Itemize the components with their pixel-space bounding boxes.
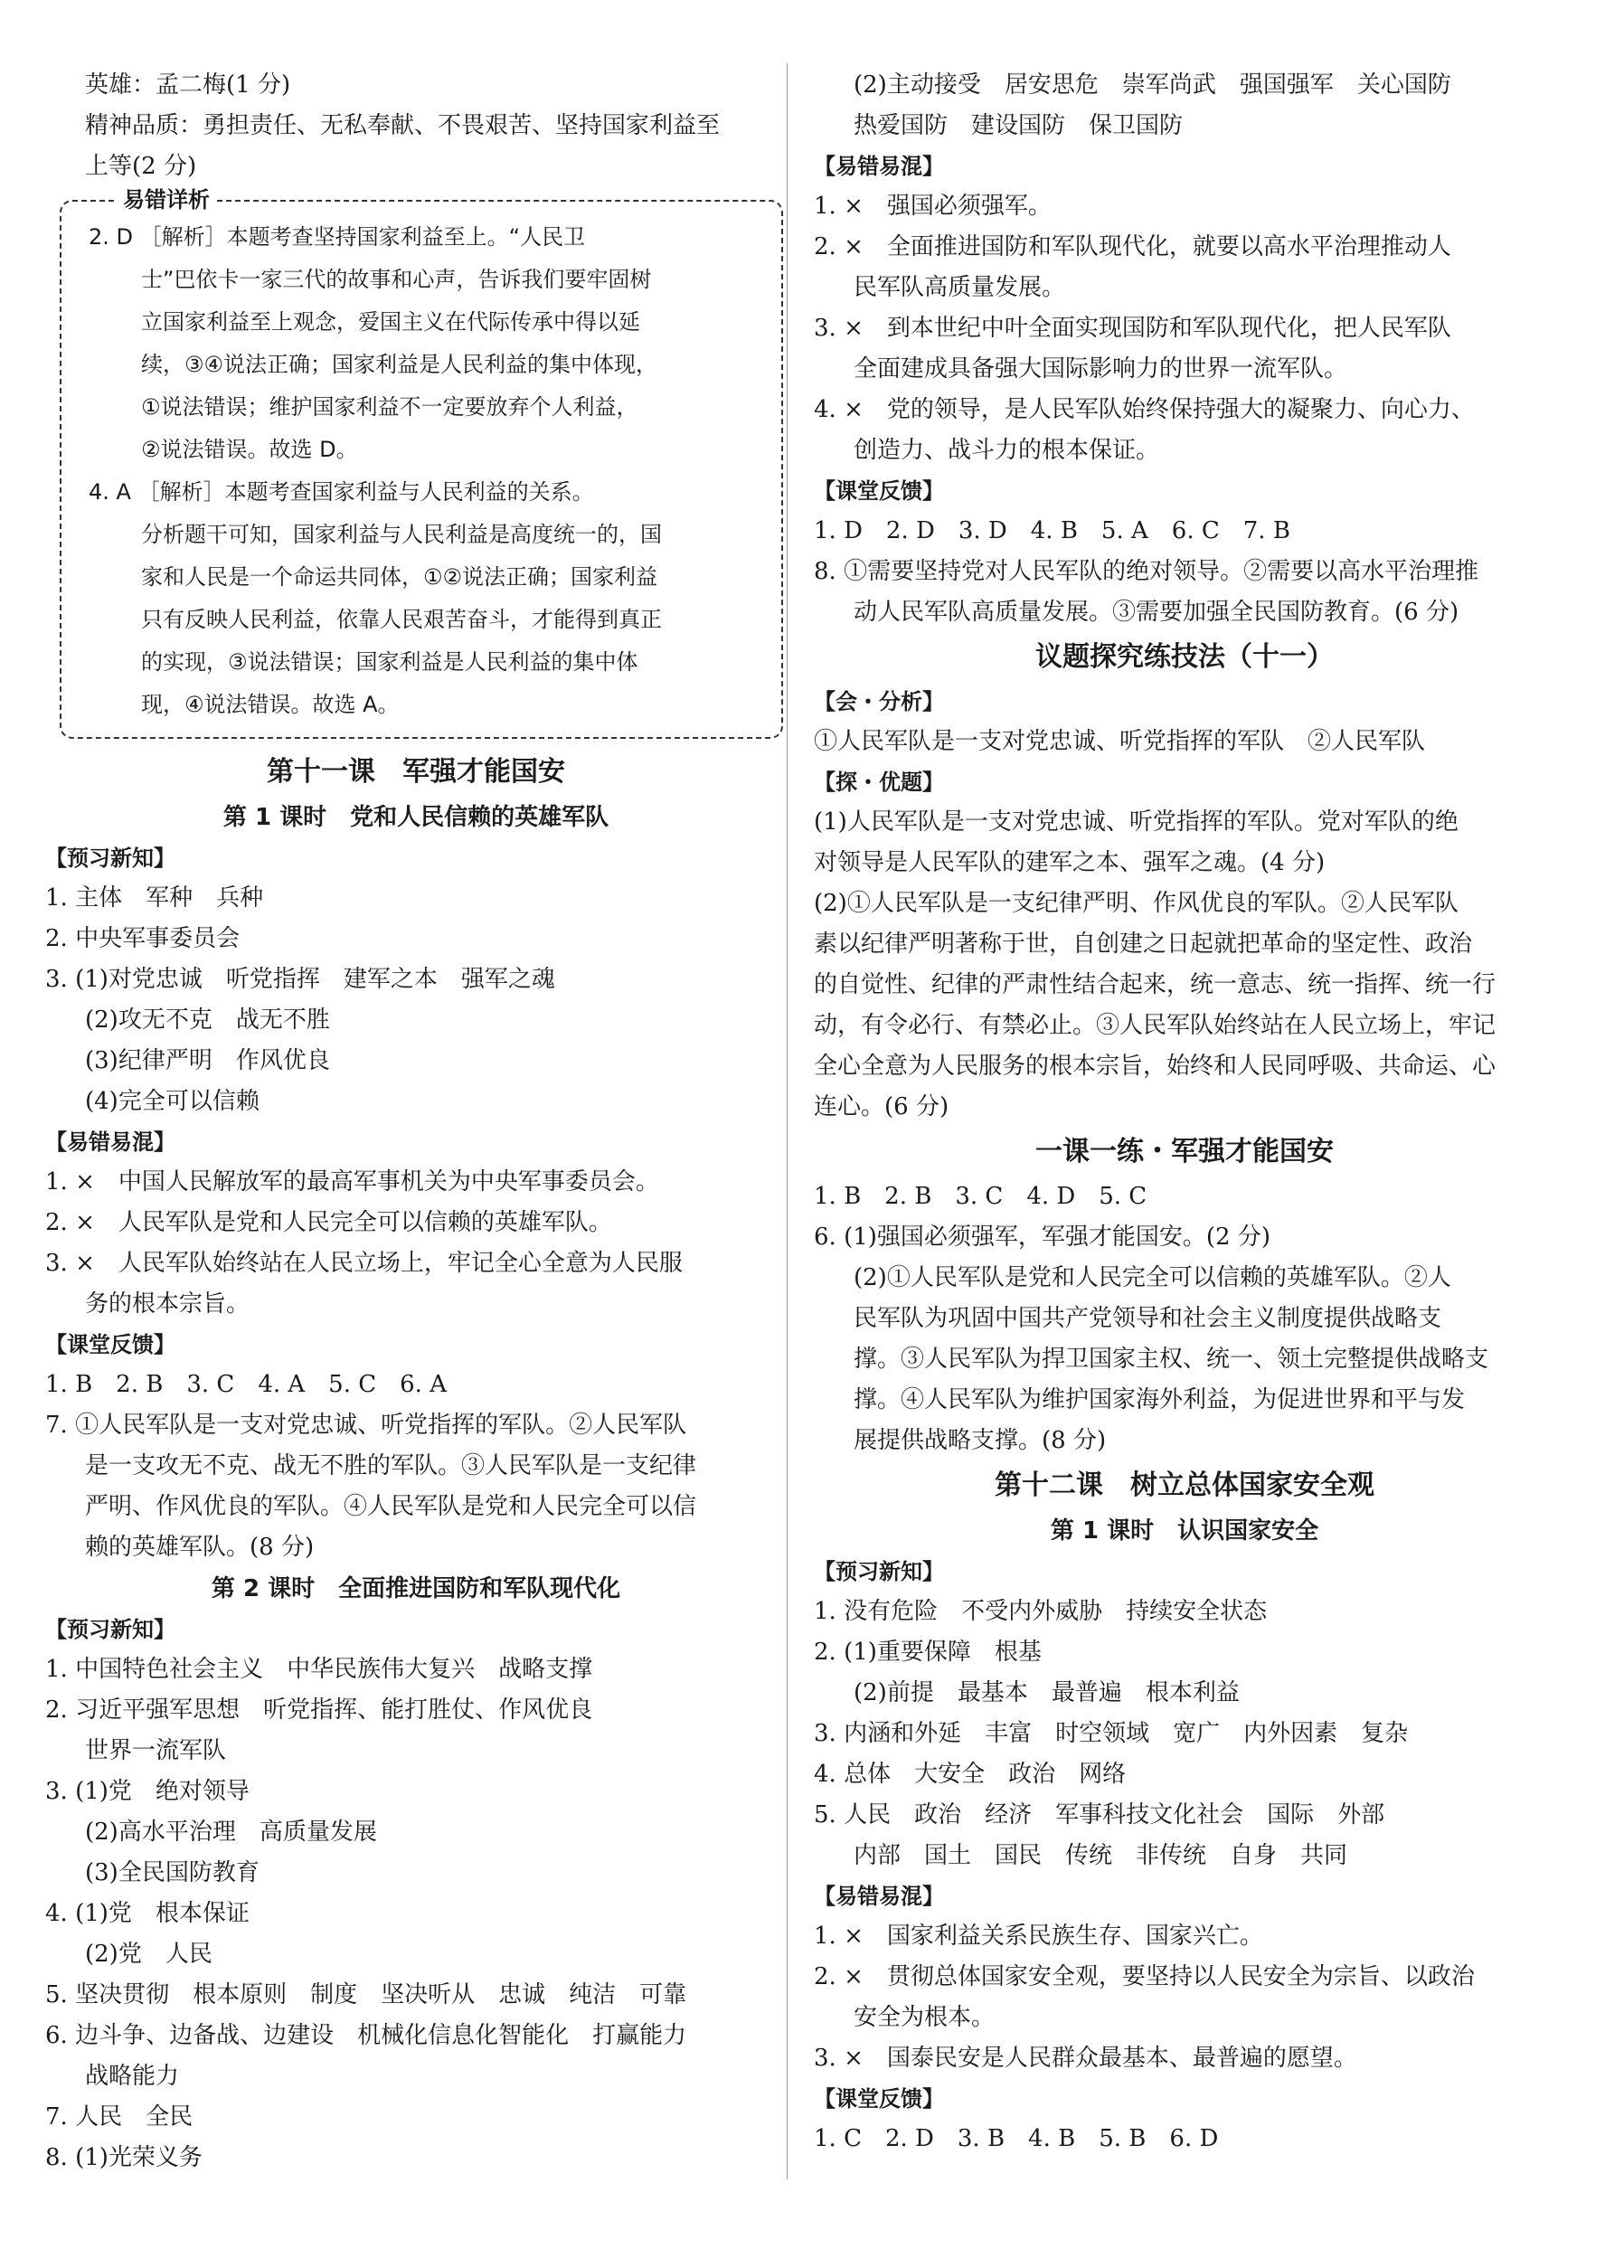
column-divider: [787, 63, 788, 2179]
list-item: 7. ①人民军队是一支对党忠诚、听党指挥的军队。②人民军队: [45, 1412, 687, 1439]
list-item: 2. × 贯彻总体国家安全观，要坚持以人民安全为宗旨、以政治: [814, 1963, 1475, 1990]
list-item: 2. 中央军事委员会: [45, 925, 241, 952]
list-item: 素以纪律严明著称于世，自创建之日起就把革命的坚定性、政治: [814, 931, 1473, 958]
confuse-list-12: [814, 1916, 1555, 2079]
analysis-line: 家和人民是一个命运共同体，①②说法正确；国家利益: [141, 564, 658, 590]
list-item: 撑。④人民军队为维护国家海外利益，为促进世界和平与发: [854, 1386, 1466, 1413]
analysis-line: ①说法错误；维护国家利益不一定要放弃个人利益，: [141, 394, 638, 420]
list-item: (2)党 人民: [85, 1941, 212, 1968]
list-item: 7. 人民 全民: [45, 2103, 194, 2131]
list-item: 3. × 国泰民安是人民群众最基本、最普遍的愿望。: [814, 2045, 1357, 2072]
analysis-line: 续，③④说法正确；国家利益是人民利益的集中体现，: [141, 352, 658, 377]
list-item: 动，有令必行、有禁必止。③人民军队始终站在人民立场上，牢记: [814, 1012, 1497, 1039]
list-item: 撑。③人民军队为捍卫国家主权、统一、领土完整提供战略支: [854, 1346, 1489, 1373]
list-item: 1. 主体 军种 兵种: [45, 884, 264, 912]
section-heading: 【课堂反馈】: [814, 2086, 944, 2112]
list-item: 2. × 全面推进国防和军队现代化，就要以高水平治理推动人: [814, 233, 1451, 260]
list-item: 务的根本宗旨。: [85, 1290, 250, 1318]
section-heading: 【预习新知】: [45, 1617, 175, 1642]
answer-key: 1. C 2. D 3. B 4. B 5. B 6. D: [814, 2125, 1219, 2152]
analysis-line: 4. A ［解析］本题考查国家利益与人民利益的关系。: [89, 479, 594, 505]
list-item: 6. (1)强国必须强军，军强才能国安。(2 分): [814, 1224, 1270, 1251]
period-1-title-12: 第 1 课时 认识国家安全: [1050, 1517, 1319, 1545]
list-item: 是一支攻无不克、战无不胜的军队。③人民军队是一支纪律: [85, 1452, 697, 1479]
list-item: 赖的英雄军队。(8 分): [85, 1534, 315, 1561]
analysis-line: 士”巴依卡一家三代的故事和心声，告诉我们要牢固树: [141, 267, 652, 292]
list-item: 2. 习近平强军思想 听党指挥、能打胜仗、作风优良: [45, 1696, 593, 1724]
list-item: 1. D 2. D 3. D 4. B 5. A 6. C 7. B: [814, 517, 1290, 544]
practice-title: 一课一练・军强才能国安: [1035, 1136, 1334, 1167]
analysis-line: 2. D ［解析］本题考查坚持国家利益至上。“人民卫: [89, 224, 586, 250]
list-item: 的自觉性、纪律的严肃性结合起来，统一意志、统一指挥、统一行: [814, 971, 1497, 998]
list-item: 5. 坚决贯彻 根本原则 制度 坚决听从 忠诚 纯洁 可靠: [45, 1981, 687, 2008]
list-item: 5. 人民 政治 经济 军事科技文化社会 国际 外部: [814, 1801, 1385, 1829]
list-item: 2. (1)重要保障 根基: [814, 1639, 1042, 1666]
list-item: 热爱国防 建设国防 保卫国防: [854, 112, 1184, 139]
feedback-list: [814, 511, 1555, 633]
section-heading: 【易错易混】: [814, 154, 944, 179]
analysis-line: 只有反映人民利益，依靠人民艰苦奋斗，才能得到真正: [141, 607, 662, 632]
list-item: (3)全民国防教育: [85, 1859, 260, 1886]
practice-list: [814, 1177, 1555, 1461]
section-heading: 【预习新知】: [45, 846, 175, 871]
list-item: (1)人民军队是一支对党忠诚、听党指挥的军队。党对军队的绝: [814, 808, 1459, 836]
list-item: (3)纪律严明 作风优良: [85, 1047, 330, 1074]
list-item: 民军队为巩固中国共产党领导和社会主义制度提供战略支: [854, 1305, 1442, 1332]
issue-title: 议题探究练技法（十一）: [1035, 641, 1334, 673]
list-item: 4. 总体 大安全 政治 网络: [814, 1761, 1127, 1788]
list-item: 3. × 人民军队始终站在人民立场上，牢记全心全意为人民服: [45, 1250, 683, 1277]
section-heading: 【课堂反馈】: [45, 1332, 175, 1357]
list-item: 1. × 中国人民解放军的最高军事机关为中央军事委员会。: [45, 1168, 659, 1195]
list-item: 8. ①需要坚持党对人民军队的绝对领导。②需要以高水平治理推: [814, 558, 1479, 585]
hero-line: 英雄：孟二梅(1 分): [85, 71, 291, 99]
analysis-line: 的实现，③说法错误；国家利益是人民利益的集中体: [141, 649, 638, 675]
list-item: 内部 国土 国民 传统 非传统 自身 共同: [854, 1842, 1348, 1869]
list-item: (2)前提 最基本 最普遍 根本利益: [854, 1679, 1240, 1706]
section-heading: 【探・优题】: [814, 770, 944, 795]
left-column: [45, 65, 787, 2178]
list-item: 8. (1)光荣义务: [45, 2144, 203, 2171]
section-heading: 【易错易混】: [45, 1129, 175, 1155]
analysis-line: 立国家利益至上观念，爱国主义在代际传承中得以延: [141, 309, 640, 335]
list-item: 对领导是人民军队的建军之本、强军之魂。(4 分): [814, 849, 1326, 876]
section-heading: 【预习新知】: [814, 1559, 944, 1584]
list-item: 民军队高质量发展。: [854, 274, 1066, 301]
spirit-line: 精神品质：勇担责任、无私奉献、不畏艰苦、坚持国家利益至: [85, 112, 721, 139]
lesson-11-title: 第十一课 军强才能国安: [267, 756, 565, 788]
analysis-line: 分析题干可知，国家利益与人民利益是高度统一的，国: [141, 522, 662, 547]
list-item: (4)完全可以信赖: [85, 1088, 260, 1115]
section-heading: 【课堂反馈】: [814, 478, 944, 504]
list-item: 4. (1)党 根本保证: [45, 1900, 250, 1927]
analysis-line: 现，④说法错误。故选 A。: [141, 692, 400, 717]
list-item: 2. × 人民军队是党和人民完全可以信赖的英雄军队。: [45, 1209, 612, 1236]
list-item: (2)主动接受 居安思危 崇军尚武 强国强军 关心国防: [854, 71, 1451, 99]
list-item: (2)攻无不克 战无不胜: [85, 1006, 330, 1034]
confuse-list: [814, 186, 1555, 471]
section-heading: 【易错易混】: [814, 1884, 944, 1909]
list-item: 1. × 国家利益关系民族生存、国家兴亡。: [814, 1923, 1263, 1950]
list-item: (2)①人民军队是一支纪律严明、作风优良的军队。②人民军队: [814, 890, 1459, 917]
error-analysis-title: 易错详析: [116, 185, 217, 214]
error-analysis-box: [60, 187, 783, 739]
list-item: (2)①人民军队是党和人民完全可以信赖的英雄军队。②人: [854, 1264, 1451, 1291]
list-item: 世界一流军队: [85, 1737, 227, 1764]
list-item: 1. B 2. B 3. C 4. D 5. C: [814, 1183, 1147, 1210]
right-top-list: [814, 65, 1555, 146]
list-item: 动人民军队高质量发展。③需要加强全民国防教育。(6 分): [854, 599, 1459, 626]
period-1-title: 第 1 课时 党和人民信赖的英雄军队: [222, 804, 609, 831]
lesson-12-title: 第十二课 树立总体国家安全观: [995, 1469, 1374, 1501]
list-item: 安全为根本。: [854, 2004, 996, 2031]
list-item: 1. 没有危险 不受内外威胁 持续安全状态: [814, 1598, 1268, 1625]
list-item: 3. 内涵和外延 丰富 时空领域 宽广 内外因素 复杂: [814, 1720, 1409, 1747]
section-heading: 【会・分析】: [814, 689, 944, 714]
list-item: 4. × 党的领导，是人民军队始终保持强大的凝聚力、向心力、: [814, 396, 1475, 423]
list-item: ①人民军队是一支对党忠诚、听党指挥的军队 ②人民军队: [814, 728, 1426, 755]
analysis-line: ②说法错误。故选 D。: [141, 437, 358, 462]
list-item: 战略能力: [85, 2063, 180, 2090]
preview-list-2: [45, 1649, 787, 2178]
right-column: [814, 65, 1555, 2159]
list-item: 3. (1)对党忠诚 听党指挥 建军之本 强军之魂: [45, 966, 555, 993]
list-item: 6. 边斗争、边备战、边建设 机械化信息化智能化 打赢能力: [45, 2022, 687, 2049]
period-2-title: 第 2 课时 全面推进国防和军队现代化: [211, 1575, 621, 1602]
list-item: 3. (1)党 绝对领导: [45, 1778, 250, 1805]
list-item: 1. × 强国必须强军。: [814, 193, 1052, 220]
preview-list-12: [814, 1592, 1555, 1876]
list-item: (2)高水平治理 高质量发展: [85, 1819, 377, 1846]
list-item: 3. × 到本世纪中叶全面实现国防和军队现代化，把人民军队: [814, 315, 1451, 342]
list-item: 全心全意为人民服务的根本宗旨，始终和人民同呼吸、共命运、心: [814, 1053, 1497, 1080]
list-item: 1. 中国特色社会主义 中华民族伟大复兴 战略支撑: [45, 1656, 593, 1683]
list-item: 创造力、战斗力的根本保证。: [854, 437, 1160, 464]
list-item: 展提供战略支撑。(8 分): [854, 1427, 1107, 1454]
answer-key: 1. B 2. B 3. C 4. A 5. C 6. A: [45, 1371, 447, 1398]
list-item: 全面建成具备强大国际影响力的世界一流军队。: [854, 355, 1348, 383]
list-item: 严明、作风优良的军队。④人民军队是党和人民完全可以信: [85, 1493, 697, 1520]
list-item: 连心。(6 分): [814, 1093, 949, 1120]
spirit-line-cont: 上等(2 分): [85, 153, 197, 180]
